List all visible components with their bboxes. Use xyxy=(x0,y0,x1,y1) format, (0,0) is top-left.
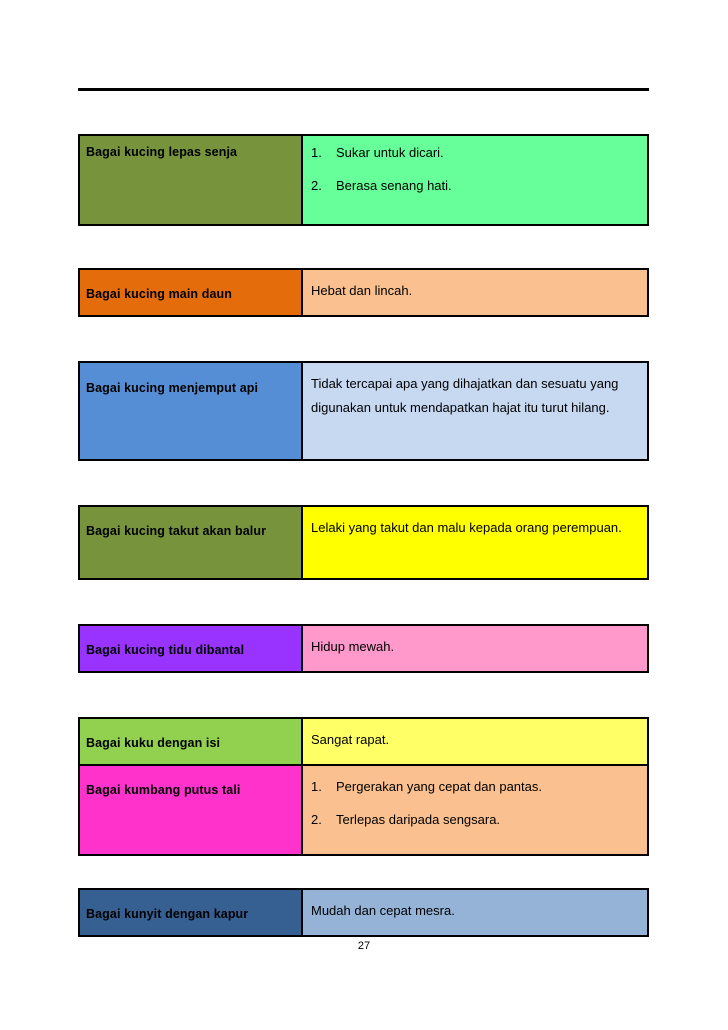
proverb-term: Bagai kucing main daun xyxy=(80,270,303,315)
meaning-item-text: Terlepas daripada sengsara. xyxy=(336,812,501,827)
table-row xyxy=(80,890,647,935)
meaning-item xyxy=(311,174,639,198)
meaning-item xyxy=(311,775,639,799)
item-number: 2. xyxy=(311,812,322,827)
proverb-term: Bagai kunyit dengan kapur xyxy=(80,890,303,935)
proverb-meaning xyxy=(303,626,647,671)
meaning-text: Hebat dan lincah. xyxy=(311,283,413,298)
proverb-meaning xyxy=(303,890,647,935)
item-number: 1. xyxy=(311,145,322,160)
table-row xyxy=(80,764,647,854)
meaning-text: Sangat rapat. xyxy=(311,732,390,747)
meaning-item xyxy=(311,808,639,832)
meaning-text: Mudah dan cepat mesra. xyxy=(311,903,455,918)
proverb-meaning xyxy=(303,507,647,578)
proverb-meaning xyxy=(303,270,647,315)
proverb-table xyxy=(78,361,649,461)
proverb-meaning xyxy=(303,766,647,854)
proverb-table xyxy=(78,505,649,580)
table-row xyxy=(80,136,647,224)
meaning-text: Hidup mewah. xyxy=(311,639,395,654)
table-row xyxy=(80,270,647,315)
item-number: 2. xyxy=(311,178,322,193)
proverb-term: Bagai kucing menjemput api xyxy=(80,363,303,459)
table-row xyxy=(80,626,647,671)
proverb-term: Bagai kumbang putus tali xyxy=(80,766,303,854)
header-rule xyxy=(78,88,649,91)
table-row xyxy=(80,363,647,459)
item-number: 1. xyxy=(311,779,322,794)
meaning-item-text: Berasa senang hati. xyxy=(336,178,452,193)
proverb-term: Bagai kucing tidu dibantal xyxy=(80,626,303,671)
meaning-text: Tidak tercapai apa yang dihajatkan dan sesuatu yang digunakan untuk mendapatkan hajat itu turut hilang. xyxy=(311,376,619,415)
meaning-item xyxy=(311,141,639,165)
proverb-table xyxy=(78,717,649,856)
meaning-item-text: Sukar untuk dicari. xyxy=(336,145,444,160)
meaning-item-text: Pergerakan yang cepat dan pantas. xyxy=(336,779,542,794)
proverb-term: Bagai kucing lepas senja xyxy=(80,136,303,224)
proverb-table xyxy=(78,268,649,317)
table-row xyxy=(80,507,647,578)
proverb-table xyxy=(78,624,649,673)
table-row xyxy=(80,719,647,764)
page-number: 27 xyxy=(357,940,371,952)
meaning-text: Lelaki yang takut dan malu kepada orang perempuan. xyxy=(311,520,622,535)
proverb-table xyxy=(78,888,649,937)
proverb-term: Bagai kucing takut akan balur xyxy=(80,507,303,578)
proverb-table xyxy=(78,134,649,226)
proverb-meaning xyxy=(303,136,647,224)
proverb-term: Bagai kuku dengan isi xyxy=(80,719,303,764)
proverb-meaning xyxy=(303,719,647,764)
proverb-meaning xyxy=(303,363,647,459)
